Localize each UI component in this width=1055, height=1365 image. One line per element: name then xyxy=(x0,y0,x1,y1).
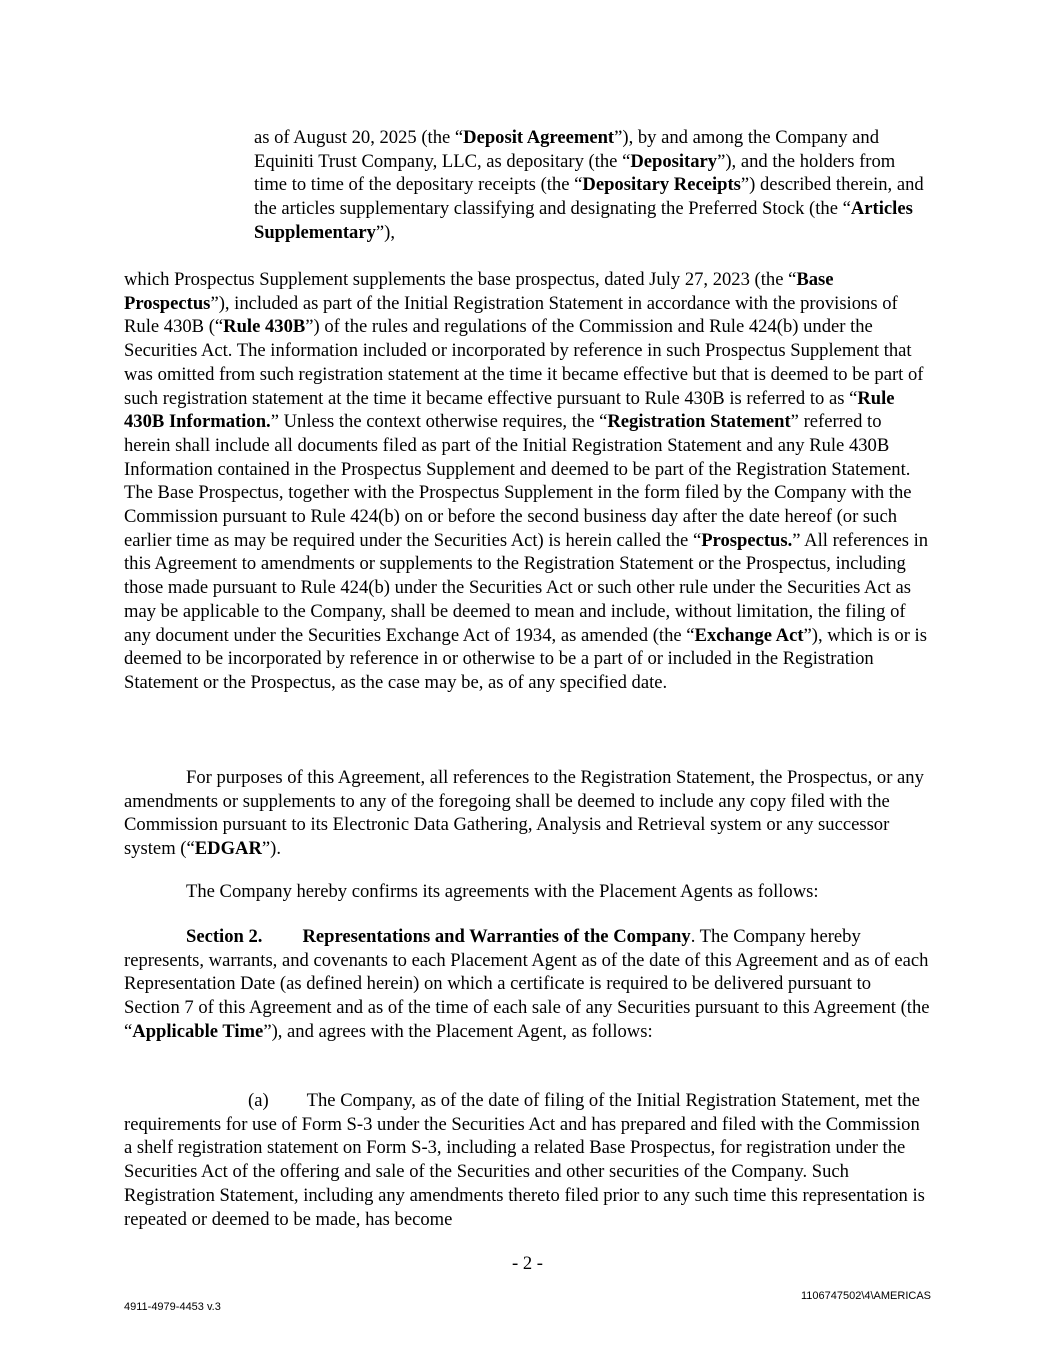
document-id-left: 4911-4979-4453 v.3 xyxy=(124,1301,221,1313)
paragraph-edgar: For purposes of this Agreement, all references to the Registration Statement, the Prospectus, or any amendments or supplements to any of the foregoing shall be deemed to include any copy filed with the Commission pursuant to its Electronic Data Gathering, Analysis and Retrieval system or any successor system (“EDGAR”). xyxy=(124,767,924,860)
paragraph-prospectus-supplement: which Prospectus Supplement supplements the base prospectus, dated July 27, 2023 (the “Base Prospectus”), included as part of the Initial Registration Statement in accordance with the provisions of Rule 430B (“Rule 430B”) of the rules and regulations of the Commission and Rule 424(b) under the Securities Act. The information included or incorporated by reference in such Prospectus Supplement that was omitted from such registration statement at the time it became effective but that is deemed to be part of such registration statement at the time it became effective pursuant to Rule 430B is referred to as “Rule 430B Information.” Unless the context otherwise requires, the “Registration Statement” referred to herein shall include all documents filed as part of the Initial Registration Statement and any Rule 430B Information contained in the Prospectus Supplement and deemed to be part of the Registration Statement. The Base Prospectus, together with the Prospectus Supplement in the form filed by the Company with the Commission pursuant to Rule 424(b) on or before the second business day after the date hereof (or such earlier time as may be required under the Securities Act) is herein called the “Prospectus.” All references in this Agreement to amendments or supplements to the Registration Statement or the Prospectus, including those made pursuant to Rule 424(b) under the Securities Act or such other rule under the Securities Act as may be applicable to the Company, shall be deemed to mean and include, without limitation, the filing of any document under the Securities Exchange Act of 1934, as amended (the “Exchange Act”), which is or is deemed to be incorporated by reference in or otherwise to be a part of or included in the Registration Statement or the Prospectus, as the case may be, as of any specified date. xyxy=(124,269,929,693)
paragraph-section-2-a: (a) The Company, as of the date of filing of the Initial Registration Statement, met the requirements for use of Form S-3 under the Securities Act and has prepared and filed with the Commission a shelf registration statement on Form S-3, including a related Base Prospectus, for registration under the Securities Act of the offering and sale of the Securities and other securities of the Company. Such Registration Statement, including any amendments thereto filed prior to any such time this representation is repeated or deemed to be made, has become xyxy=(124,1090,925,1230)
paragraph-confirmation: The Company hereby confirms its agreements with the Placement Agents as follows: xyxy=(186,881,819,902)
document-id-right: 1106747502\4\AMERICAS xyxy=(800,1290,931,1302)
clause-label: (a) xyxy=(248,1090,269,1111)
section-heading: Representations and Warranties of the Company xyxy=(302,926,691,947)
section-number: Section 2. xyxy=(186,926,263,947)
paragraph-section-2: Section 2. Representations and Warranties of the Company. The Company hereby represents, warrants, and covenants to each Placement Agent as of the date of this Agreement and as of each Representation Date (as defined herein) on which a certificate is required to be delivered pursuant to Section 7 of this Agreement and as of the time of each sale of any Securities pursuant to this Agreement (the “Applicable Time”), and agrees with the Placement Agent, as follows: xyxy=(124,926,930,1042)
page-number: - 2 - xyxy=(512,1253,543,1274)
paragraph-deposit-agreement: as of August 20, 2025 (the “Deposit Agreement”), by and among the Company and Equiniti Trust Company, LLC, as depositary (the “Depositary”), and the holders from time to time of the depositary receipts (the “Depositary Receipts”) described therein, and the articles supplementary classifying and designating the Preferred Stock (the “Articles Supplementary”), xyxy=(254,127,924,243)
